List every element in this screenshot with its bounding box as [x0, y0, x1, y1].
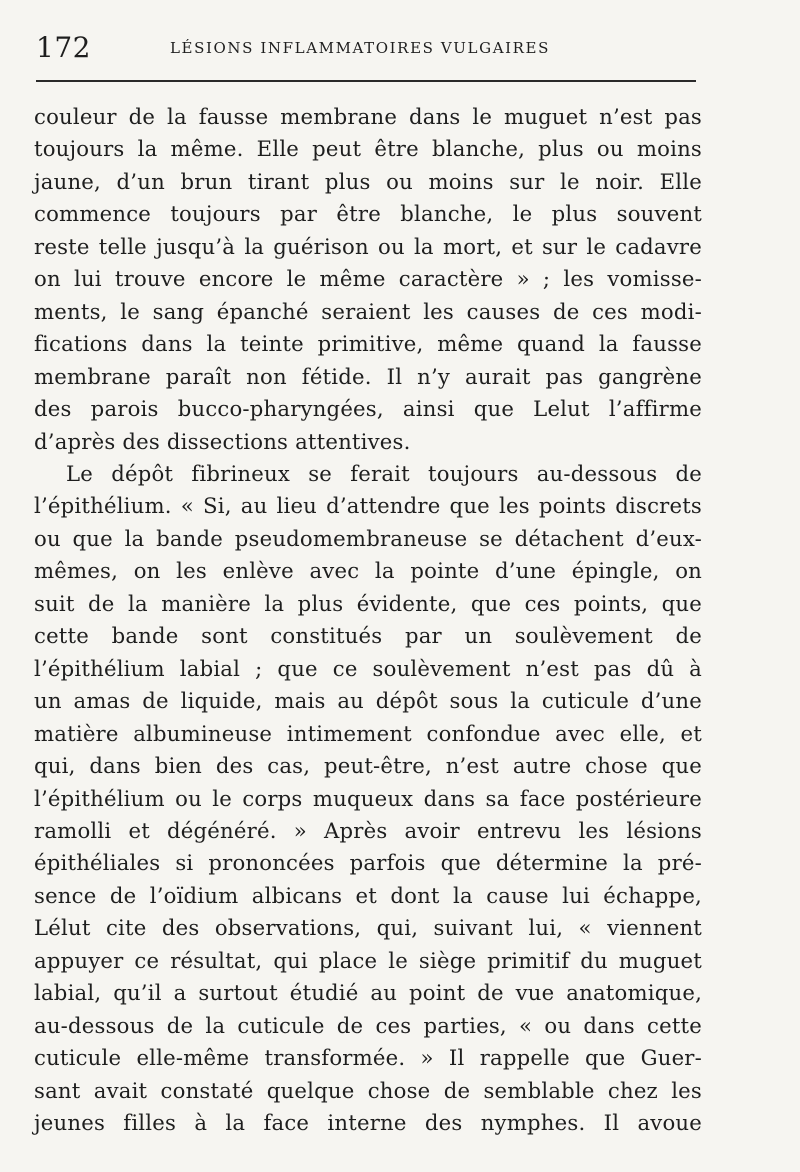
text-line: d’après des dissections attentives.	[34, 428, 411, 454]
header-rule	[36, 80, 696, 82]
text-line: jaune, d’un brun tirant plus ou moins sur le noir. Elle	[34, 168, 702, 194]
text-line: suit de la manière la plus évidente, que ces points, que	[34, 590, 702, 616]
text-line: jeunes filles à la face interne des nymphes. Il avoue	[34, 1110, 702, 1136]
text-line: commence toujours par être blanche, le plus souvent	[34, 201, 702, 227]
text-line: sence de l’oïdium albicans et dont la cause lui échappe,	[34, 882, 702, 908]
text-line: couleur de la fausse membrane dans le muguet n’est pas	[34, 104, 702, 129]
text-line: on lui trouve encore le même caractère » ; les vomisse-	[34, 266, 702, 292]
text-line: qui, dans bien des cas, peut-être, n’est autre chose que	[34, 753, 702, 779]
page-header	[36, 28, 696, 68]
text-line: matière albumineuse intimement confondue avec elle, et	[34, 720, 702, 746]
text-line: l’épithélium ou le corps muqueux dans sa face postérieure	[34, 785, 702, 811]
text-line: ramolli et dégénéré. » Après avoir entrevu les lésions	[34, 817, 702, 843]
text-line: membrane paraît non fétide. Il n’y aurait pas gangrène	[34, 363, 702, 389]
text-line: au-dessous de la cuticule de ces parties, « ou dans cette	[34, 1012, 702, 1038]
text-line: cette bande sont constitués par un soulèvement de	[34, 623, 702, 649]
running-title: LÉSIONS INFLAMMATOIRES VULGAIRES	[170, 39, 550, 57]
text-line: ments, le sang épanché seraient les causes de ces modi-	[34, 298, 702, 324]
text-line: reste telle jusqu’à la guérison ou la mort, et sur le cadavre	[34, 233, 702, 259]
text-line: Le dépôt fibrineux se ferait toujours au-dessous de	[66, 460, 702, 486]
text-line: cuticule elle-même transformée. » Il rappelle que Guer-	[34, 1045, 702, 1071]
text-line: labial, qu’il a surtout étudié au point de vue anatomique,	[34, 980, 702, 1006]
text-line: l’épithélium labial ; que ce soulèvement n’est pas dû à	[34, 655, 702, 681]
text-line: appuyer ce résultat, qui place le siège primitif du muguet	[34, 947, 702, 973]
text-line: mêmes, on les enlève avec la pointe d’une épingle, on	[34, 558, 702, 584]
text-line: toujours la même. Elle peut être blanche, plus ou moins	[34, 136, 702, 162]
page-number: 172	[36, 31, 91, 64]
text-line: ou que la bande pseudomembraneuse se détachent d’eux-	[34, 525, 702, 551]
paragraph-1	[34, 101, 702, 458]
paragraph-2	[34, 458, 702, 1140]
text-line: épithéliales si prononcées parfois que détermine la pré-	[34, 850, 702, 876]
text-line: sant avait constaté quelque chose de semblable chez les	[34, 1077, 702, 1103]
text-line: un amas de liquide, mais au dépôt sous la cuticule d’une	[34, 688, 702, 714]
text-line: l’épithélium. « Si, au lieu d’attendre que les points discrets	[34, 493, 702, 519]
text-line: Lélut cite des observations, qui, suivant lui, « viennent	[34, 915, 702, 941]
body-text	[34, 101, 702, 1140]
text-line: fications dans la teinte primitive, même quand la fausse	[34, 331, 702, 357]
text-line: des parois bucco-pharyngées, ainsi que Lelut l’affirme	[34, 396, 702, 422]
